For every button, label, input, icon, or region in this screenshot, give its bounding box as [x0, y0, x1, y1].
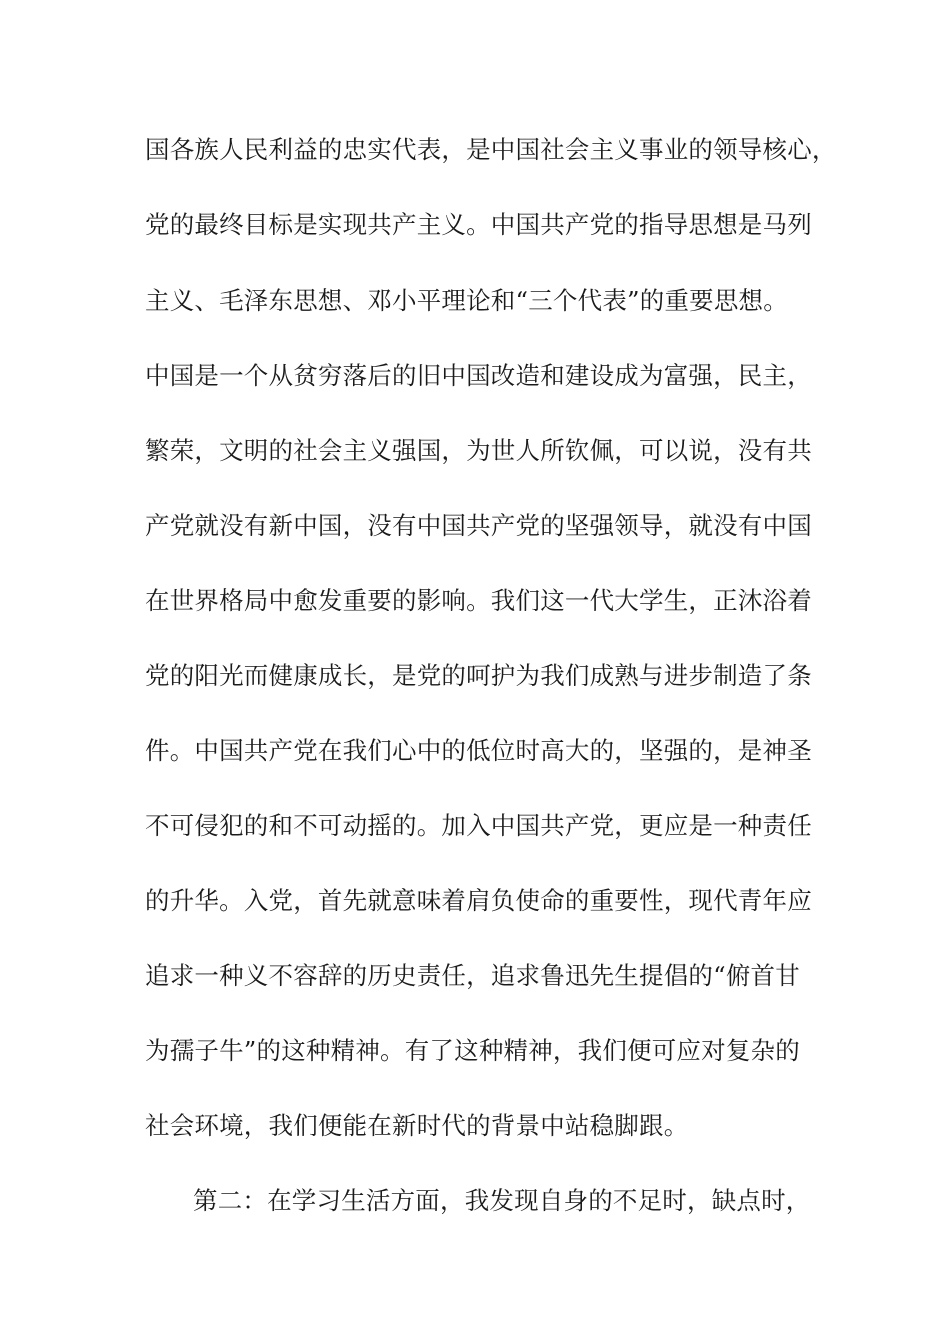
text-line-7: 在世界格局中愈发重要的影响。我们这一代大学生，正沐浴着	[145, 586, 812, 615]
text-line-3: 主义、毛泽东思想、邓小平理论和“三个代表”的重要思想。	[145, 286, 788, 315]
text-line-10: 不可侵犯的和不可动摇的。加入中国共产党，更应是一种责任	[145, 811, 812, 840]
text-line-1: 国各族人民利益的忠实代表，是中国社会主义事业的领导核心，	[145, 135, 837, 164]
text-line-5: 繁荣，文明的社会主义强国，为世人所钦佩，可以说，没有共	[145, 436, 812, 465]
text-line-13: 为孺子牛”的这种精神。有了这种精神，我们便可应对复杂的	[145, 1036, 800, 1065]
text-line-8: 党的阳光而健康成长，是党的呵护为我们成熟与进步制造了条	[145, 661, 812, 690]
text-line-4: 中国是一个从贫穷落后的旧中国改造和建设成为富强，民主，	[145, 361, 812, 390]
text-line-6: 产党就没有新中国，没有中国共产党的坚强领导，就没有中国	[145, 511, 812, 540]
text-line-14: 社会环境，我们便能在新时代的背景中站稳脚跟。	[145, 1111, 689, 1140]
text-line-2: 党的最终目标是实现共产主义。中国共产党的指导思想是马列	[145, 210, 812, 239]
text-line-9: 件。中国共产党在我们心中的低位时高大的，坚强的，是神圣	[145, 736, 812, 765]
text-line-11: 的升华。入党，首先就意味着肩负使命的重要性，现代青年应	[145, 886, 812, 915]
paragraph-start-line: 第二：在学习生活方面，我发现自身的不足时，缺点时，	[193, 1186, 811, 1215]
text-line-12: 追求一种义不容辞的历史责任，追求鲁迅先生提倡的“俯首甘	[145, 961, 800, 990]
